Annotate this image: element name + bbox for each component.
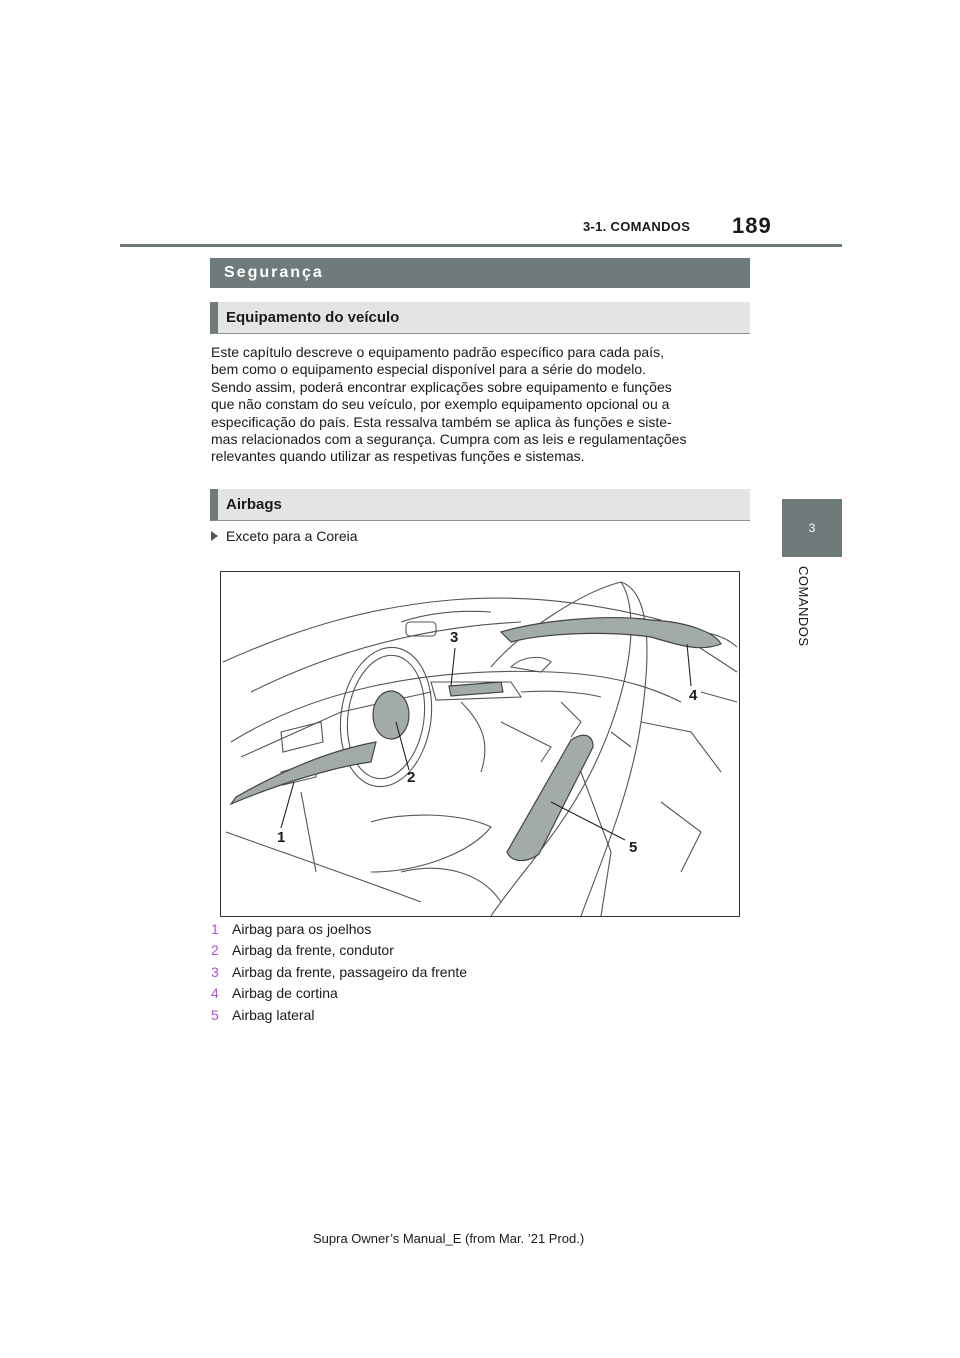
callout-3: 3 xyxy=(450,629,459,646)
legend-item xyxy=(211,1004,467,1026)
driver-airbag-shape xyxy=(373,691,409,739)
header-section-title: 3-1. COMANDOS xyxy=(583,219,691,234)
chapter-tab-number: 3 xyxy=(808,521,816,535)
callout-2: 2 xyxy=(407,769,416,786)
legend-number: 3 xyxy=(211,963,219,980)
triangle-bullet-icon xyxy=(211,531,218,541)
curtain-airbag-shape xyxy=(501,618,721,648)
header-rule xyxy=(120,244,842,247)
legend-item xyxy=(211,961,467,983)
legend-text: Airbag da frente, condutor xyxy=(232,942,394,959)
callout-1: 1 xyxy=(277,829,286,846)
legend-number: 1 xyxy=(211,920,219,937)
body-line: mas relacionados com a segurança. Cumpra com as leis e regulamentações xyxy=(211,431,687,448)
chapter-tab-label: COMANDOS xyxy=(796,566,811,647)
legend-text: Airbag de cortina xyxy=(232,985,338,1002)
leader-line-4 xyxy=(687,644,691,686)
callout-4: 4 xyxy=(689,687,698,704)
legend xyxy=(211,918,467,1026)
chapter-tab xyxy=(782,499,842,557)
legend-text: Airbag para os joelhos xyxy=(232,920,372,937)
legend-text: Airbag lateral xyxy=(232,1006,315,1023)
side-airbag-shape xyxy=(507,735,593,860)
subsection-heading-equipment xyxy=(210,302,750,334)
legend-item xyxy=(211,983,467,1005)
legend-item xyxy=(211,918,467,940)
legend-number: 5 xyxy=(211,1006,219,1023)
body-line: especificação do país. Esta ressalva também se aplica às funções e siste- xyxy=(211,413,672,430)
airbag-diagram xyxy=(221,572,739,916)
body-line: Este capítulo descreve o equipamento padrão específico para cada país, xyxy=(211,344,664,360)
subsection-title: Airbags xyxy=(226,496,282,513)
legend-text: Airbag da frente, passageiro da frente xyxy=(232,963,468,980)
legend-item xyxy=(211,940,467,962)
airbag-illustration xyxy=(220,571,740,917)
seat-cushion xyxy=(371,815,491,872)
subsection-title: Equipamento do veículo xyxy=(226,309,400,326)
section-title-text: Segurança xyxy=(224,264,324,281)
leader-line-1 xyxy=(281,782,294,828)
passenger-airbag-shape xyxy=(449,682,503,696)
footer-manual-title: Supra Owner’s Manual_E (from Mar. ’21 Prod.) xyxy=(313,1231,585,1246)
leader-line-3 xyxy=(451,648,455,686)
body-line: bem como o equipamento especial disponível para a série do modelo. xyxy=(211,361,647,378)
section-title xyxy=(210,258,750,288)
side-mirror xyxy=(511,657,551,672)
body-line: relevantes quando utilizar as respetivas funções e sistemas. xyxy=(211,448,585,465)
callout-5: 5 xyxy=(629,839,638,856)
body-paragraph xyxy=(211,344,756,466)
body-line: que não constam do seu veículo, por exemplo equipamento opcional ou a xyxy=(211,396,670,413)
condition-bullet xyxy=(211,528,358,544)
page-number: 189 xyxy=(732,213,772,238)
condition-text: Exceto para a Coreia xyxy=(226,528,358,544)
legend-number: 2 xyxy=(211,942,219,959)
body-line: Sendo assim, poderá encontrar explicações sobre equipamento e funções xyxy=(211,378,672,395)
legend-number: 4 xyxy=(211,985,219,1002)
subsection-heading-airbags xyxy=(210,489,750,521)
